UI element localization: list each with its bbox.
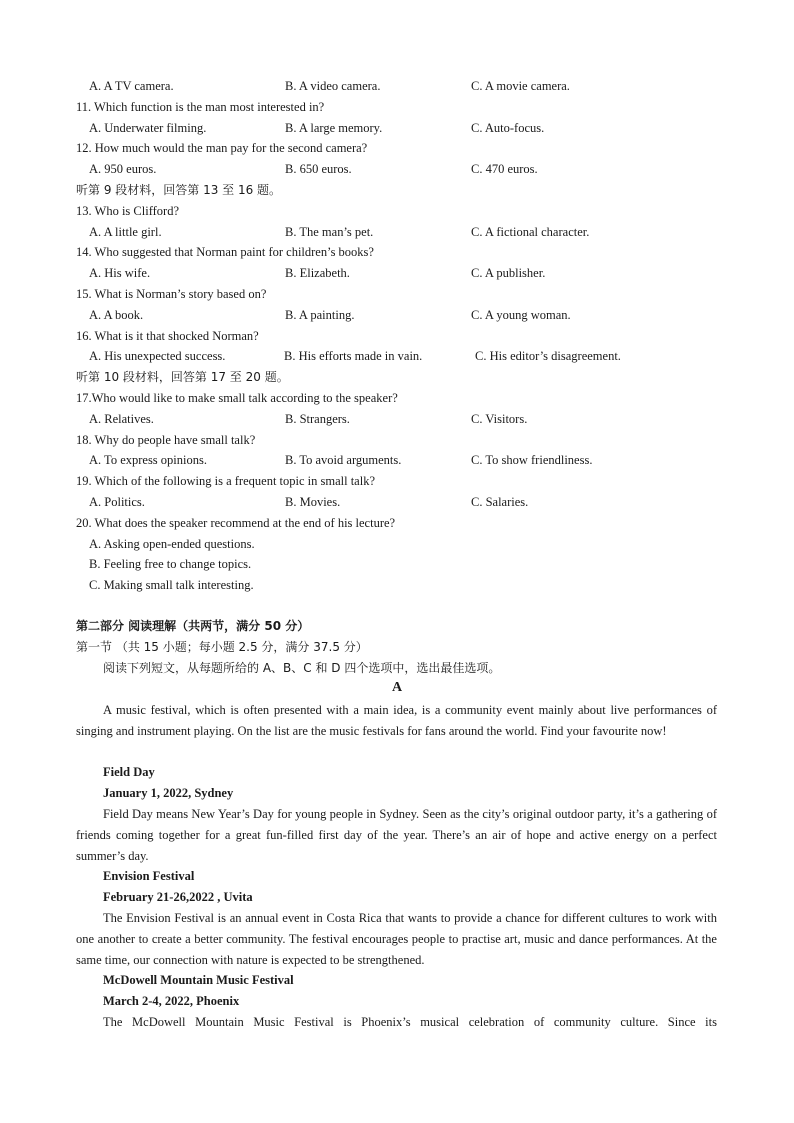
q17-option-c: C. Visitors.: [471, 412, 528, 426]
envision-text: The Envision Festival is an annual event in Costa Rica that wants to provide a chance for different cultures to work with one another to create a better community. The festival encourages people to practise art, music and dance performances. At the same time, our connection with nature is expected to be strengthened.: [76, 911, 717, 967]
q10-option-b: B. A video camera.: [285, 79, 381, 93]
q18-stem: 18. Why do people have small talk?: [76, 433, 256, 447]
q13-option-a: A. A little girl.: [89, 225, 162, 239]
q18-option-c: C. To show friendliness.: [471, 453, 593, 467]
mcdowell-text: The McDowell Mountain Music Festival is Phoenix’s musical celebration of community culture. Since its: [103, 1015, 717, 1029]
q17-option-b: B. Strangers.: [285, 412, 350, 426]
envision-heading: Envision Festival: [103, 869, 195, 883]
q12-option-a: A. 950 euros.: [89, 162, 157, 176]
q12-stem: 12. How much would the man pay for the second camera?: [76, 141, 368, 155]
q10-option-a: A. A TV camera.: [89, 79, 174, 93]
q16-option-a: A. His unexpected success.: [89, 349, 226, 363]
section-10-heading: 听第 10 段材料，回答第 17 至 20 题。: [76, 370, 289, 384]
q19-option-a: A. Politics.: [89, 495, 145, 509]
q12-option-c: C. 470 euros.: [471, 162, 538, 176]
q19-option-b: B. Movies.: [285, 495, 341, 509]
q17-stem: 17.Who would like to make small talk according to the speaker?: [76, 391, 398, 405]
q14-option-c: C. A publisher.: [471, 266, 546, 280]
q13-option-b: B. The man’s pet.: [285, 225, 374, 239]
q11-stem: 11. Which function is the man most interested in?: [76, 100, 325, 114]
q15-option-c: C. A young woman.: [471, 308, 571, 322]
q13-option-c: C. A fictional character.: [471, 225, 590, 239]
q12-option-b: B. 650 euros.: [285, 162, 352, 176]
mcdowell-heading: McDowell Mountain Music Festival: [103, 973, 294, 987]
q18-option-b: B. To avoid arguments.: [285, 453, 402, 467]
q18-option-a: A. To express opinions.: [89, 453, 207, 467]
q19-stem: 19. Which of the following is a frequent topic in small talk?: [76, 474, 376, 488]
q15-stem: 15. What is Norman’s story based on?: [76, 287, 267, 301]
q14-option-b: B. Elizabeth.: [285, 266, 350, 280]
q20-stem: 20. What does the speaker recommend at the end of his lecture?: [76, 516, 396, 530]
q11-option-c: C. Auto-focus.: [471, 121, 545, 135]
q16-option-b: B. His efforts made in vain.: [284, 349, 423, 363]
q20-option-b: B. Feeling free to change topics.: [89, 557, 252, 571]
part-2-section-1: 第一节 （共 15 小题；每小题 2.5 分，满分 37.5 分）: [76, 640, 368, 654]
mcdowell-date: March 2-4, 2022, Phoenix: [103, 994, 240, 1008]
q20-option-c: C. Making small talk interesting.: [89, 578, 254, 592]
q14-stem: 14. Who suggested that Norman paint for children’s books?: [76, 245, 374, 259]
q17-option-a: A. Relatives.: [89, 412, 154, 426]
envision-date: February 21-26,2022 , Uvita: [103, 890, 253, 904]
q14-option-a: A. His wife.: [89, 266, 151, 280]
q15-option-b: B. A painting.: [285, 308, 355, 322]
q20-option-a: A. Asking open-ended questions.: [89, 537, 255, 551]
field-day-date: January 1, 2022, Sydney: [103, 786, 234, 800]
q16-option-c: C. His editor’s disagreement.: [475, 349, 621, 363]
q13-stem: 13. Who is Clifford?: [76, 204, 180, 218]
field-day-heading: Field Day: [103, 765, 155, 779]
field-day-text: Field Day means New Year’s Day for young people in Sydney. Seen as the city’s original outdoor party, it’s a gathering of friends coming together for a great fun-filled first day of the year. There’s an air of hope and active energy on a perfect summer’s day.: [76, 807, 717, 863]
passage-label: A: [391, 680, 403, 695]
q16-stem: 16. What is it that shocked Norman?: [76, 329, 259, 343]
q19-option-c: C. Salaries.: [471, 495, 529, 509]
q11-option-b: B. A large memory.: [285, 121, 383, 135]
q15-option-a: A. A book.: [89, 308, 144, 322]
q11-option-a: A. Underwater filming.: [89, 121, 207, 135]
q10-option-c: C. A movie camera.: [471, 79, 570, 93]
section-9-heading: 听第 9 段材料，回答第 13 至 16 题。: [76, 183, 282, 197]
part-2-title: 第二部分 阅读理解（共两节，满分 50 分）: [76, 619, 310, 633]
part-2-instruction: 阅读下列短文，从每题所给的 A、B、C 和 D 四个选项中，选出最佳选项。: [103, 661, 501, 675]
passage-intro: A music festival, which is often presented with a main idea, is a community event mainly about live performances of singing and instrument playing. On the list are the music festivals for fans around the world. Find your favourite now!: [76, 703, 717, 738]
